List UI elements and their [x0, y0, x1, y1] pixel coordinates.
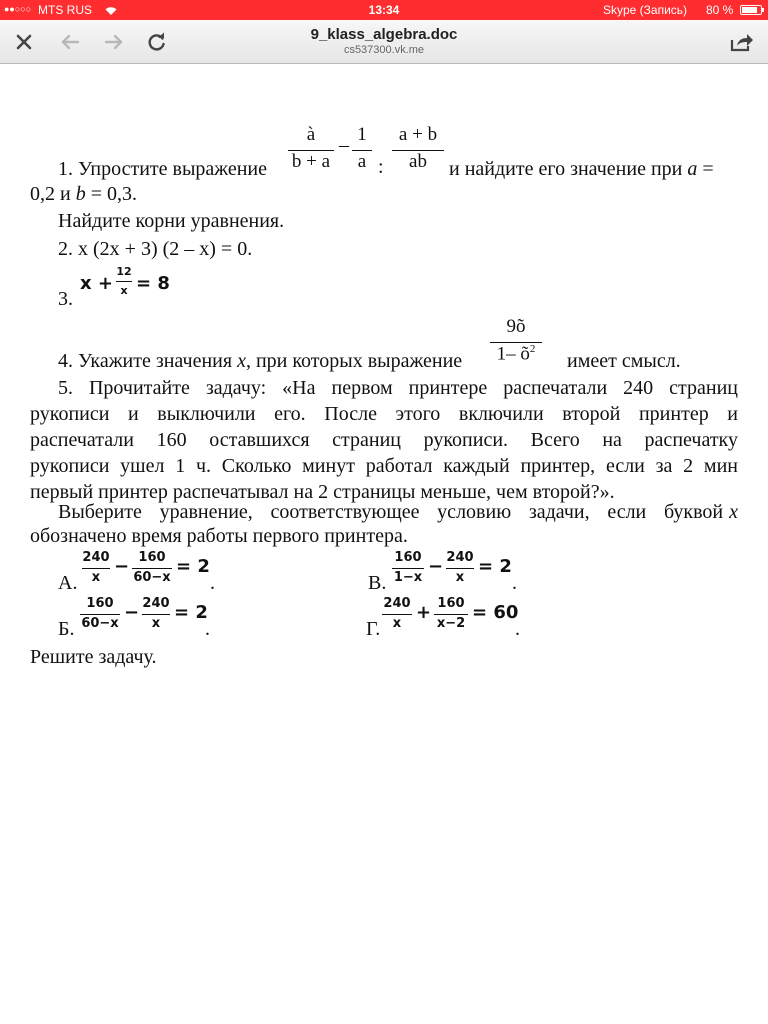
option-b-num-2: 240	[142, 596, 170, 611]
q1-fraction-2-denominator: a	[357, 151, 367, 172]
q1-var-b: b	[75, 183, 86, 205]
q1-line-2-end: = 0,3.	[90, 183, 137, 205]
q4-numerator: 9õ	[506, 316, 526, 337]
q1-suffix-line	[449, 158, 714, 181]
q4-denominator-wrap	[490, 343, 542, 365]
q1-fraction-3-denominator: ab	[409, 151, 427, 172]
q5-line-3: распечатали 160 оставшихся страниц рукописи. Всего на распечатку	[30, 429, 738, 451]
option-v-rhs: = 2	[478, 556, 512, 577]
option-b-op: −	[124, 602, 140, 623]
q1-fraction-2	[352, 124, 372, 173]
q5-line-4: рукописи ушел 1 ч. Сколько минут работал каждый принтер, если за 2 мин	[30, 455, 738, 477]
q3-numerator: 12	[116, 265, 132, 278]
option-b-den-1: 60−x	[81, 616, 119, 631]
document-url: cs537300.vk.me	[343, 44, 425, 56]
q1-fraction-2-numerator: 1	[357, 124, 367, 145]
q1-prefix: 1. Упростите выражение	[58, 158, 268, 180]
q4-fraction	[490, 316, 542, 365]
option-v-num-2: 240	[446, 550, 474, 565]
q2-equation: 2. x (2x + 3) (2 – x) = 0.	[58, 238, 253, 260]
q1-fraction-3	[392, 124, 444, 173]
call-status[interactable]: Skype (Запись)	[603, 3, 688, 17]
option-a-op: −	[114, 556, 130, 577]
viewer-toolbar	[0, 20, 768, 64]
q5-line-1: 5. Прочитайте задачу: «На первом принтере распечатали 240 страниц	[58, 377, 738, 399]
option-b-label: Б.	[58, 618, 75, 640]
option-g-dot: .	[515, 618, 520, 640]
option-v-num-1: 160	[394, 550, 422, 565]
q1-equals: =	[702, 158, 714, 180]
option-a-rhs: = 2	[176, 556, 210, 577]
q3-denominator: x	[120, 284, 128, 297]
carrier-name: MTS RUS	[38, 3, 92, 17]
battery-icon	[740, 5, 762, 15]
option-a-den-2: 60−x	[133, 570, 171, 585]
q1-fraction-3-numerator: a + b	[398, 124, 438, 145]
option-b-den-2: x	[151, 616, 161, 631]
q4-var: x	[237, 350, 246, 372]
q1-minus: –	[339, 134, 349, 156]
q1-var-a: a	[687, 158, 698, 180]
choose-line-1-text: Выберите уравнение, соответствующее условию задачи, если буквой	[58, 501, 724, 523]
option-v-dot: .	[512, 572, 517, 594]
q1-fraction-1-denominator: b + a	[291, 151, 331, 172]
q1-fraction-1-numerator: à	[306, 124, 316, 145]
q4-sup: 2	[529, 343, 536, 355]
option-g-num-2: 160	[437, 596, 465, 611]
q4-text	[58, 350, 462, 373]
signal-strength-icon: ●●○○○	[4, 4, 32, 14]
option-b-num-1: 160	[86, 596, 114, 611]
choose-var: x	[729, 501, 738, 523]
option-b-dot: .	[205, 618, 210, 640]
status-bar	[0, 0, 768, 20]
option-g-equation	[382, 596, 532, 636]
option-g-rhs: = 60	[472, 602, 519, 623]
option-v-equation	[392, 550, 532, 590]
q1-suffix: и найдите его значение при	[449, 158, 683, 180]
q4-prefix: 4. Укажите значения	[58, 350, 233, 372]
document-title: 9_klass_algebra.doc	[310, 26, 458, 43]
option-v-den-2: x	[455, 570, 465, 585]
choose-line-2: обозначено время работы первого принтера.	[30, 525, 408, 547]
roots-heading: Найдите корни уравнения.	[58, 210, 285, 232]
option-g-den-1: x	[392, 616, 402, 631]
battery-percentage: 80 %	[706, 3, 734, 17]
option-v-den-1: 1−x	[393, 570, 423, 585]
q1-fraction-1	[288, 124, 334, 173]
q3-label: 3.	[58, 288, 73, 310]
q4-denominator: 1– õ	[496, 343, 530, 365]
option-g-label: Г.	[366, 618, 381, 640]
q1-line-2-text: 0,2 и	[30, 183, 71, 205]
option-a-label: А.	[58, 572, 78, 594]
share-icon	[730, 32, 754, 52]
choose-line-1	[58, 501, 738, 524]
q1-line-2	[30, 183, 137, 206]
q1-colon: :	[378, 156, 384, 178]
document-page	[0, 64, 768, 1024]
option-a-dot: .	[210, 572, 215, 594]
option-g-den-2: x−2	[436, 616, 466, 631]
q4-mid: , при которых выражение	[245, 350, 463, 372]
option-b-equation	[80, 596, 220, 636]
share-button[interactable]	[728, 28, 756, 56]
option-g-num-1: 240	[383, 596, 411, 611]
q5-line-5: первый принтер распечатывал на 2 страницы меньше, чем второй?».	[30, 481, 615, 503]
option-a-den-1: x	[91, 570, 101, 585]
q3-rhs: = 8	[136, 273, 170, 294]
q3-x: x +	[80, 273, 113, 294]
option-b-rhs: = 2	[174, 602, 208, 623]
option-a-equation	[82, 550, 222, 590]
option-a-num-1: 240	[82, 550, 110, 565]
option-v-label: В.	[368, 572, 387, 594]
option-g-op: +	[416, 602, 432, 623]
option-a-num-2: 160	[138, 550, 166, 565]
q5-line-2: рукописи и выключили его. После этого включили второй принтер и	[30, 403, 738, 425]
solve-instruction: Решите задачу.	[30, 646, 157, 668]
status-time: 13:34	[368, 3, 400, 17]
option-v-op: −	[428, 556, 444, 577]
q4-suffix: имеет смысл.	[567, 350, 681, 372]
